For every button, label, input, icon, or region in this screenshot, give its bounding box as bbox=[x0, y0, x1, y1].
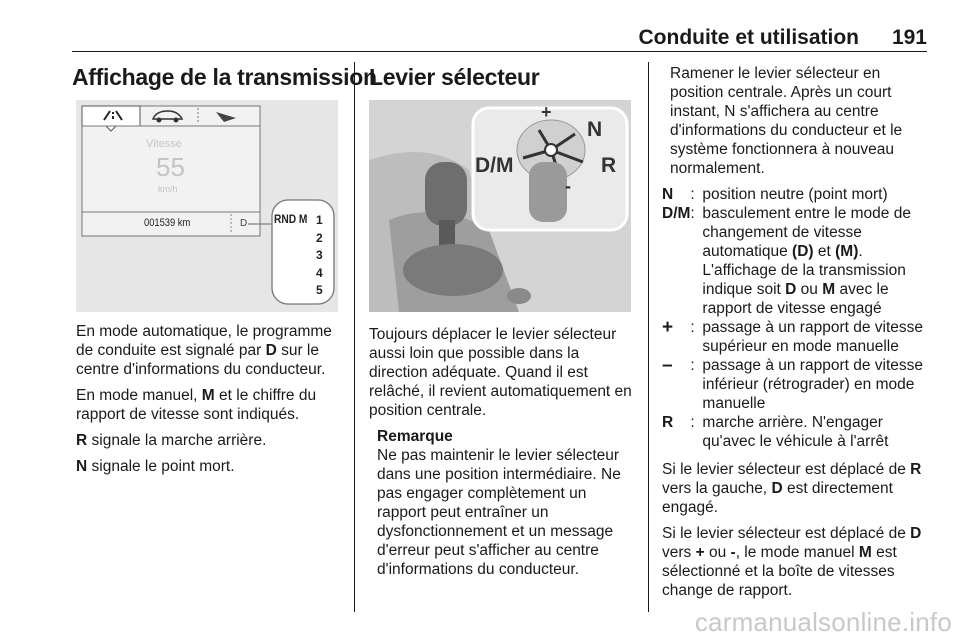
gear-indicator: D bbox=[240, 218, 248, 229]
lever-knob bbox=[425, 162, 467, 226]
callout-gear-list bbox=[316, 212, 323, 300]
speed-value: 55 bbox=[156, 152, 185, 182]
label-minus: - bbox=[565, 176, 571, 196]
paragraph-return-center: Ramener le levier sélecteur en position centrale. Après un court instant, N s'affichera au centre d'informations du conducteur et le système fonctionnera à nouveau normalement. bbox=[670, 65, 903, 177]
paragraph-reverse: R signale la marche arrière. bbox=[76, 432, 267, 449]
column-divider-2 bbox=[648, 62, 649, 612]
list-item: D/M : basculement entre le mode de changement de vitesse automatique (D) et (M). L'affichage de la transmission indique soit D ou M avec le rapport de vitesse engagé bbox=[662, 205, 911, 317]
paragraph-manual-mode: En mode manuel, M et le chiffre du rapport de vitesse sont indiqués. bbox=[76, 387, 317, 423]
transmission-display-figure bbox=[76, 100, 338, 312]
list-item: + : passage à un rapport de vitesse supérieur en mode manuelle bbox=[662, 317, 924, 355]
page-title: Conduite et utilisation bbox=[638, 26, 859, 49]
watermark: carmanualsonline.info bbox=[694, 607, 952, 637]
label-dm: D/M bbox=[475, 154, 514, 177]
gear-number: 4 bbox=[316, 265, 323, 280]
odometer-readout: 001539 km bbox=[144, 217, 191, 229]
selector-lever-figure bbox=[369, 100, 631, 312]
section-heading-transmission-display: Affichage de la transmission bbox=[72, 64, 377, 90]
label-r: R bbox=[601, 154, 617, 177]
paragraph-neutral: N signale le point mort. bbox=[76, 458, 235, 475]
paragraph-r-to-d: Si le levier sélecteur est déplacé de R vers la gauche, D est directement engagé. bbox=[662, 461, 922, 516]
label-n: N bbox=[587, 118, 603, 141]
gear-number: 5 bbox=[316, 283, 323, 297]
paragraph-d-to-manual: Si le levier sélecteur est déplacé de D vers + ou -, le mode manuel M est sélectionné et la boîte de vitesses change de rapport. bbox=[662, 525, 922, 599]
gear-number: 1 bbox=[316, 213, 323, 227]
page-header bbox=[72, 22, 927, 52]
gear-number: 3 bbox=[316, 248, 323, 262]
page-number: 191 bbox=[891, 26, 927, 49]
middle-column-text bbox=[369, 325, 637, 579]
column-divider-1 bbox=[354, 62, 355, 612]
list-item: N : position neutre (point mort) bbox=[662, 186, 888, 203]
list-item: R : marche arrière. N'engager qu'avec le véhicule à l'arrêt bbox=[662, 414, 889, 450]
list-item: – : passage à un rapport de vitesse inférieur (rétrograder) en mode manuelle bbox=[662, 355, 924, 412]
paragraph-automatic-mode: En mode automatique, le programme de conduite est signalé par D sur le centre d'informations du conducteur. bbox=[76, 323, 332, 378]
section-heading-selector-lever: Levier sélecteur bbox=[369, 64, 540, 90]
paragraph-lever-usage: Toujours déplacer le levier sélecteur aussi loin que possible dans la direction adéquate. Quand il est relâché, il revient automatiquement en position centrale. bbox=[369, 326, 632, 419]
cluster-illustration bbox=[76, 100, 338, 312]
speed-unit: km/h bbox=[158, 184, 178, 194]
gear-number: 2 bbox=[316, 230, 323, 245]
right-column-text bbox=[662, 64, 927, 607]
left-column-text bbox=[76, 322, 344, 483]
label-plus: + bbox=[541, 102, 552, 122]
speed-label: Vitesse bbox=[146, 138, 182, 150]
callout-rnd-m: RND M bbox=[274, 212, 308, 226]
note-text: Ne pas maintenir le levier sélecteur dans une position intermédiaire. Ne pas engager complètement un rapport peut entraîner un dysfonctionnement et un message d'erreur peut s'afficher au centre d'informations du conducteur. bbox=[377, 447, 621, 578]
selector-positions-list bbox=[662, 185, 927, 451]
note-block bbox=[377, 427, 637, 579]
note-title: Remarque bbox=[377, 428, 453, 445]
